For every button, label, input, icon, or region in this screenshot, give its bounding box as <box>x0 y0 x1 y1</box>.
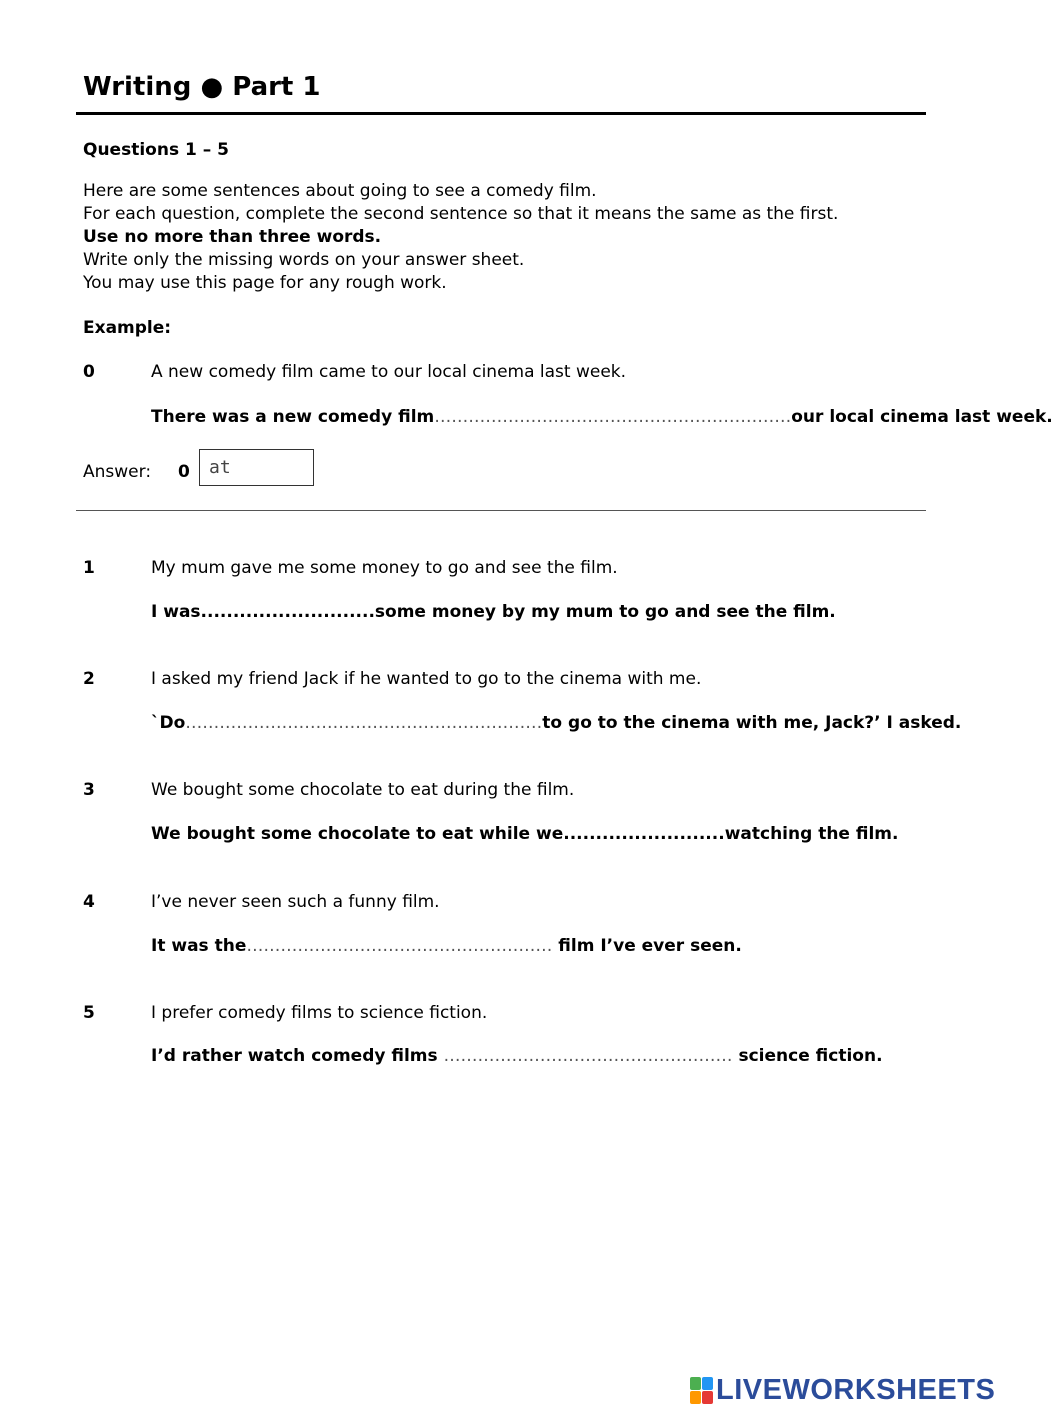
example-answer-box: at <box>199 449 314 486</box>
answer-gap[interactable]: ........................... <box>200 602 375 622</box>
transformation-before: `Do <box>151 713 186 733</box>
question-sentence: I’ve never seen such a funny film. <box>151 892 440 912</box>
instruction-line: You may use this page for any rough work. <box>83 273 447 293</box>
question-transformation <box>151 934 742 958</box>
transformation-before: I was <box>151 602 201 622</box>
example-number: 0 <box>83 362 95 382</box>
transformation-before: I’d rather watch comedy films <box>151 1046 438 1066</box>
transformation-after: science fiction. <box>738 1046 883 1066</box>
questions-heading: Questions 1 – 5 <box>83 140 229 160</box>
question-number: 2 <box>83 669 95 689</box>
transformation-after: film I’ve ever seen. <box>558 936 742 956</box>
question-transformation <box>151 1044 883 1068</box>
transformation-after: to go to the cinema with me, Jack?’ I asked. <box>542 713 962 733</box>
instruction-line-emphasis: Use no more than three words. <box>83 227 382 247</box>
example-after: our local cinema last week. <box>791 407 1053 427</box>
instruction-line: For each question, complete the second sentence so that it means the same as the first. <box>83 204 839 224</box>
question-sentence: My mum gave me some money to go and see the film. <box>151 558 618 578</box>
example-label: Example: <box>83 318 172 338</box>
answer-label: Answer: <box>83 462 152 482</box>
title-underline <box>76 112 926 115</box>
question-transformation <box>151 822 898 846</box>
question-number: 3 <box>83 780 95 800</box>
question-transformation <box>151 600 836 624</box>
transformation-before: It was the <box>151 936 247 956</box>
example-sentence: A new comedy film came to our local cinema last week. <box>151 362 627 382</box>
liveworksheets-logo[interactable] <box>690 1374 995 1406</box>
logo-mark-icon <box>690 1377 712 1403</box>
example-transformation <box>151 405 1053 429</box>
instruction-line: Write only the missing words on your answer sheet. <box>83 250 525 270</box>
example-gap: ……………………………………………………… <box>434 407 792 427</box>
instruction-line: Here are some sentences about going to see a comedy film. <box>83 181 597 201</box>
question-number: 5 <box>83 1003 95 1023</box>
question-number: 4 <box>83 892 95 912</box>
transformation-after: watching the film. <box>724 824 899 844</box>
answer-gap[interactable]: …………………………………………… <box>443 1046 733 1066</box>
question-transformation <box>151 711 961 735</box>
question-sentence: We bought some chocolate to eat during the film. <box>151 780 575 800</box>
question-sentence: I prefer comedy films to science fiction. <box>151 1003 488 1023</box>
answer-gap[interactable]: ......................... <box>563 824 725 844</box>
logo-text: LIVEWORKSHEETS <box>716 1374 996 1406</box>
instructions <box>83 180 838 295</box>
transformation-after: some money by my mum to go and see the film. <box>374 602 836 622</box>
answer-gap[interactable]: ……………………………………………………… <box>185 713 543 733</box>
page-title: Writing ● Part 1 <box>83 72 321 102</box>
answer-number: 0 <box>178 462 190 482</box>
question-sentence: I asked my friend Jack if he wanted to go to the cinema with me. <box>151 669 702 689</box>
answer-gap[interactable]: ……………………………………………… <box>246 936 553 956</box>
transformation-before: We bought some chocolate to eat while we <box>151 824 564 844</box>
question-number: 1 <box>83 558 95 578</box>
example-before: There was a new comedy film <box>151 407 435 427</box>
section-divider <box>76 510 926 511</box>
